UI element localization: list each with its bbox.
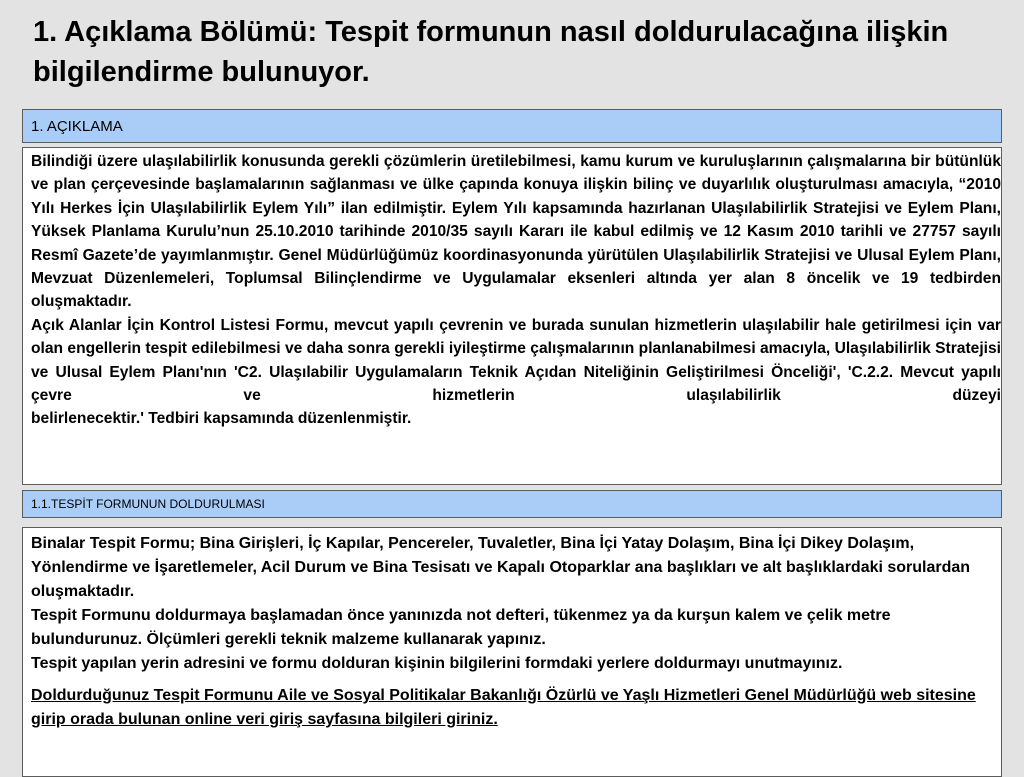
section-header-label: 1.1.TESPİT FORMUNUN DOLDURULMASI xyxy=(31,497,265,511)
paragraph: Bilindiği üzere ulaşılabilirlik konusunda gerekli çözümlerin üretilebilmesi, kamu kurum ve kuruluşlarının çalışmalarına bir bütünlük ve plan çerçevesinde başlamalarının sağlanması ve ülke çapında konuya ilişkin bilinç ve duyarlılık oluşturulması amacıyla, “2010 Yılı Herkes İçin Ulaşılabilirlik Eylem Yılı” ilan edilmiştir. Eylem Yılı kapsamında hazırlanan Ulaşılabilirlik Stratejisi ve Eylem Planı, Yüksek Planlama Kurulu’nun 25.10.2010 tarihinde 2010/35 sayılı Kararı ile kabul edilmiş ve 12 Kasım 2010 tarihli ve 27757 sayılı Resmî Gazete’de yayımlanmıştır. Genel Müdürlüğümüz koordinasyonunda yürütülen Ulaşılabilirlik Stratejisi ve Ulusal Eylem Planı, Mevzuat Düzenlemeleri, Toplumsal Bilinçlendirme ve Uygulamalar eksenleri altında yer alan 8 öncelik ve 19 tedbirden oluşmaktadır. xyxy=(31,153,1001,311)
slide-title: 1. Açıklama Bölümü: Tespit formunun nasıl doldurulacağına ilişkin bilgilendirme bulunuyor. xyxy=(33,16,949,88)
paragraph: Tespit yapılan yerin adresini ve formu dolduran kişinin bilgilerini formdaki yerlere doldurmayı unutmayınız. xyxy=(31,655,843,672)
section-body-tespit-formu xyxy=(22,527,1002,777)
section-header-label: 1. AÇIKLAMA xyxy=(31,117,123,135)
section-header-aciklama xyxy=(22,109,1002,143)
paragraph: belirlenecektir.' Tedbiri kapsamında düzenlenmiştir. xyxy=(31,410,412,428)
section-body-aciklama xyxy=(22,147,1002,485)
section-header-tespit-formu xyxy=(22,490,1002,518)
paragraph: Tespit Formunu doldurmaya başlamadan önce yanınızda not defteri, tükenmez ya da kurşun kalem ve çelik metre bulundurunuz. Ölçümleri gerekli teknik malzeme kullanarak yapınız. xyxy=(31,607,891,648)
paragraph: Binalar Tespit Formu; Bina Girişleri, İç Kapılar, Pencereler, Tuvaletler, Bina İçi Yatay Dolaşım, Bina İçi Dikey Dolaşım, Yönlendirme ve İşaretlemeler, Acil Durum ve Bina Tesisatı ve Kapalı Otoparklar ana başlıkları ve alt başlıklardaki sorulardan oluşmaktadır. xyxy=(31,535,971,600)
paragraph: Açık Alanlar İçin Kontrol Listesi Formu, mevcut yapılı çevrenin ve burada sunulan hizmetlerin ulaşılabilir hale getirilmesi için var olan engellerin tespit edilebilmesi ve daha sonra gerekli iyileştirme çalışmalarının planlanabilmesi amacıyla, Ulaşılabilirlik Stratejisi ve Ulusal Eylem Planı'nın 'C2. Ulaşılabilir Uygulamaların Teknik Açıdan Niteliğinin Geliştirilmesi Önceliği', 'C.2.2. Mevcut yapılı çevre ve hizmetlerin ulaşılabilirlik düzeyi xyxy=(31,316,1001,405)
online-entry-link[interactable]: Doldurduğunuz Tespit Formunu Aile ve Sosyal Politikalar Bakanlığı Özürlü ve Yaşlı Hizmetleri Genel Müdürlüğü web sitesine girip orada bulunan online veri giriş sayfasına bilgileri giriniz. xyxy=(31,687,976,728)
